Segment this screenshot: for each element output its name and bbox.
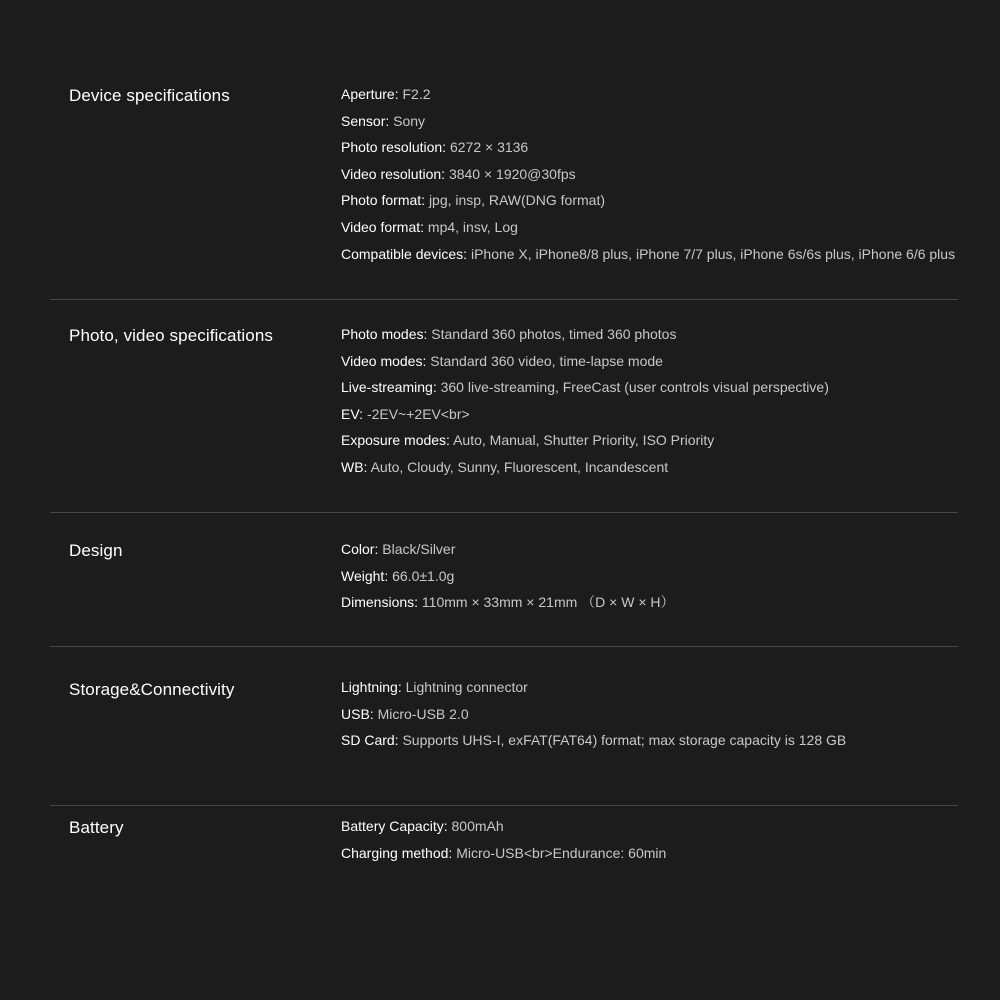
spec-value: 110mm × 33mm × 21mm （D × W × H） bbox=[421, 594, 675, 611]
spec-value: 800mAh bbox=[451, 818, 504, 834]
spec-row-usb bbox=[341, 701, 846, 728]
spec-label: Video format: bbox=[341, 218, 425, 235]
spec-row-live-streaming bbox=[341, 374, 829, 401]
spec-row-sd-card bbox=[341, 727, 846, 754]
spec-list-device-specifications bbox=[341, 81, 955, 267]
spec-list-storage-connectivity bbox=[341, 674, 846, 754]
section-title-battery: Battery bbox=[69, 818, 124, 837]
spec-label: Exposure modes: bbox=[341, 432, 450, 449]
spec-label: Live-streaming: bbox=[341, 379, 437, 396]
spec-row-weight bbox=[341, 563, 675, 590]
spec-label: Sensor: bbox=[341, 112, 390, 129]
spec-value: Supports UHS-I, exFAT(FAT64) format; max storage capacity is 128 GB bbox=[402, 732, 847, 749]
spec-value: Micro-USB 2.0 bbox=[377, 705, 469, 722]
spec-row-sensor bbox=[341, 108, 955, 135]
section-title-photo-video-specifications: Photo, video specifications bbox=[69, 326, 273, 345]
spec-label: Charging method: bbox=[341, 844, 453, 861]
spec-label: Photo modes: bbox=[341, 326, 428, 342]
spec-label: WB: bbox=[341, 458, 368, 475]
spec-label: Weight: bbox=[341, 567, 389, 584]
spec-label: Color: bbox=[341, 541, 379, 557]
spec-row-charging-method bbox=[341, 840, 666, 867]
spec-label: EV: bbox=[341, 405, 364, 422]
spec-row-video-modes bbox=[341, 348, 829, 375]
spec-list-photo-video-specifications bbox=[341, 321, 829, 481]
spec-row-video-format bbox=[341, 214, 955, 241]
section-divider bbox=[50, 646, 958, 647]
spec-value: Auto, Cloudy, Sunny, Fluorescent, Incandescent bbox=[370, 458, 669, 475]
spec-label: USB: bbox=[341, 705, 374, 722]
spec-value: Micro-USB<br>Endurance: 60min bbox=[456, 844, 667, 861]
spec-label: Photo resolution: bbox=[341, 139, 447, 156]
spec-label: Battery Capacity: bbox=[341, 818, 448, 834]
spec-label: Compatible devices: bbox=[341, 245, 468, 262]
spec-row-color bbox=[341, 536, 675, 563]
spec-value: 3840 × 1920@30fps bbox=[448, 165, 576, 182]
spec-row-lightning bbox=[341, 674, 846, 701]
spec-value: mp4, insv, Log bbox=[427, 218, 518, 235]
spec-row-dimensions bbox=[341, 589, 675, 616]
spec-row-photo-format bbox=[341, 187, 955, 214]
section-title-design: Design bbox=[69, 541, 123, 560]
spec-value: 6272 × 3136 bbox=[449, 139, 529, 156]
section-title-storage-connectivity: Storage&Connectivity bbox=[69, 680, 235, 699]
spec-row-photo-resolution bbox=[341, 134, 955, 161]
section-title-device-specifications: Device specifications bbox=[69, 86, 230, 105]
spec-label: Photo format: bbox=[341, 192, 426, 209]
spec-row-aperture bbox=[341, 81, 955, 108]
spec-value: 66.0±1.0g bbox=[392, 567, 455, 584]
spec-label: Dimensions: bbox=[341, 594, 419, 611]
spec-value: Auto, Manual, Shutter Priority, ISO Priority bbox=[453, 432, 715, 449]
spec-value: jpg, insp, RAW(DNG format) bbox=[428, 192, 606, 209]
spec-label: Aperture: bbox=[341, 86, 399, 102]
spec-value: Black/Silver bbox=[382, 541, 456, 557]
spec-value: Sony bbox=[393, 112, 426, 129]
spec-label: SD Card: bbox=[341, 732, 399, 749]
spec-label: Lightning: bbox=[341, 679, 402, 695]
spec-row-photo-modes bbox=[341, 321, 829, 348]
spec-row-video-resolution bbox=[341, 161, 955, 188]
spec-row-ev bbox=[341, 401, 829, 428]
spec-row-compatible-devices bbox=[341, 241, 955, 268]
spec-list-design bbox=[341, 536, 675, 616]
spec-list-battery bbox=[341, 813, 666, 866]
spec-value: Standard 360 photos, timed 360 photos bbox=[431, 326, 677, 342]
spec-value: iPhone X, iPhone8/8 plus, iPhone 7/7 plus, iPhone 6s/6s plus, iPhone 6/6 plus bbox=[470, 245, 956, 262]
spec-value: F2.2 bbox=[402, 86, 431, 102]
spec-value: -2EV~+2EV<br> bbox=[366, 405, 470, 422]
spec-row-battery-capacity bbox=[341, 813, 666, 840]
spec-row-exposure-modes bbox=[341, 427, 829, 454]
section-divider bbox=[50, 805, 958, 806]
spec-label: Video modes: bbox=[341, 352, 427, 369]
spec-value: Lightning connector bbox=[405, 679, 528, 695]
section-divider bbox=[50, 512, 958, 513]
spec-value: 360 live-streaming, FreeCast (user controls visual perspective) bbox=[440, 379, 829, 396]
spec-label: Video resolution: bbox=[341, 165, 446, 182]
spec-value: Standard 360 video, time-lapse mode bbox=[430, 352, 663, 369]
section-divider bbox=[50, 299, 958, 300]
spec-row-wb bbox=[341, 454, 829, 481]
